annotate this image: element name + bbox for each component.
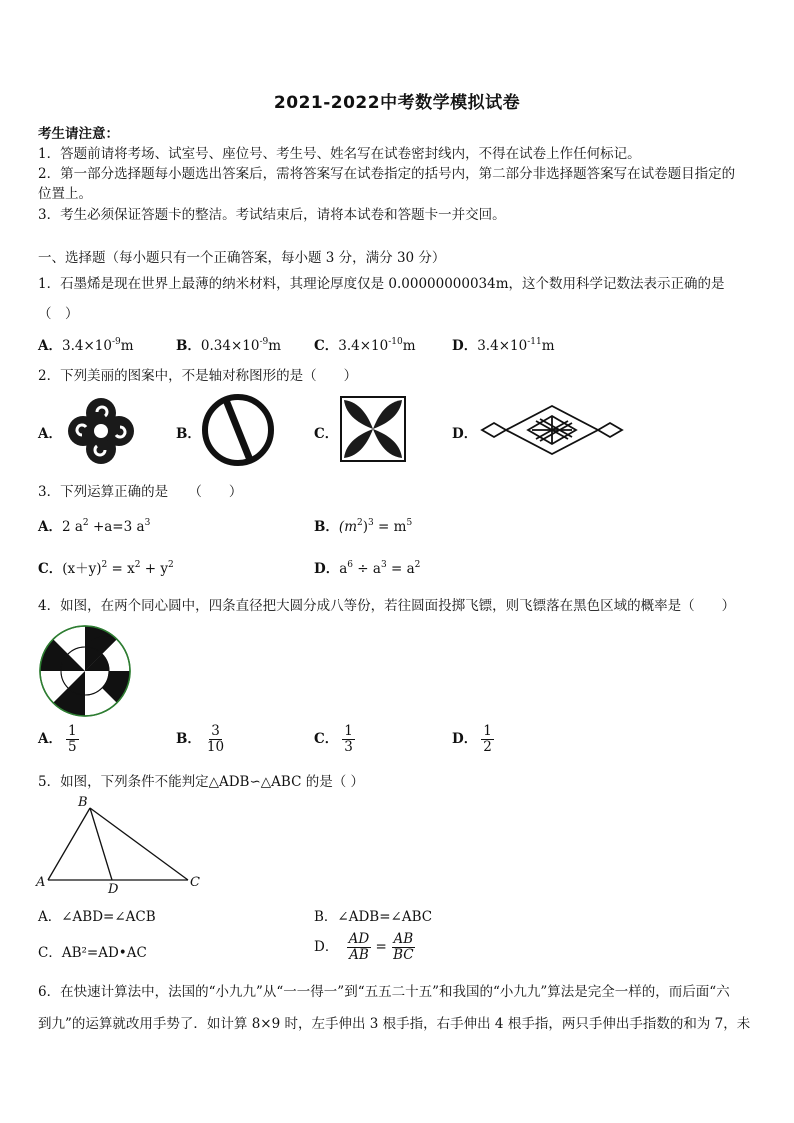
notice-heading: 考生请注意： xyxy=(38,126,119,142)
question-5-option-b[interactable]: B．∠ADB=∠ABC xyxy=(314,909,433,925)
question-1-option-b[interactable]: B．$0.34\times 10^{-9}m$ xyxy=(176,337,282,354)
question-2-label-d[interactable]: D． xyxy=(452,426,478,442)
petal-square-figure xyxy=(340,396,406,462)
notice-item: 位置上。 xyxy=(38,186,92,202)
question-2-stem: 2．下列美丽的图案中，不是轴对称图形的是（ ） xyxy=(38,368,358,384)
notice-item: 3．考生必须保证答题卡的整洁。考试结束后，请将本试卷和答题卡一并交回。 xyxy=(38,207,506,223)
point-label-c: C xyxy=(190,875,200,890)
question-5-stem: 5．如图，下列条件不能判定△ADB∽△ABC 的是（ ） xyxy=(38,774,364,790)
knot-pattern-figure xyxy=(480,404,624,456)
question-3-stem: 3．下列运算正确的是 （ ） xyxy=(38,484,243,500)
clover-pattern-figure xyxy=(64,396,138,466)
question-3-option-d[interactable]: D．$a^6 \div a^3 = a^2$ xyxy=(314,560,421,577)
question-1-stem: 1．石墨烯是现在世界上最薄的纳米材料，其理论厚度仅是 0.00000000034m，这个数用科学记数法表示正确的是 xyxy=(38,276,725,292)
question-1-option-a[interactable]: A．$3.4\times 10^{-9}m$ xyxy=(38,337,134,354)
question-4-option-c[interactable]: C． $\frac{1}{3}$ xyxy=(314,723,353,755)
point-label-b: B xyxy=(78,795,88,810)
question-3-option-b[interactable]: B．$(m^2)^3 = m^5$ xyxy=(314,518,413,535)
question-5-option-a[interactable]: A．∠ABD=∠ACB xyxy=(38,909,156,925)
question-4-option-d[interactable]: D． $\frac{1}{2}$ xyxy=(452,723,492,755)
question-3-option-c[interactable]: C．$(x+y)^2 = x^2 + y^2$ xyxy=(38,560,174,577)
notice-item: 1．答题前请将考场、试室号、座位号、考生号、姓名写在试卷密封线内，不得在试卷上作任何标记。 xyxy=(38,146,641,162)
question-2-label-c[interactable]: C． xyxy=(314,426,339,442)
triangle-figure xyxy=(34,794,204,894)
notice-item: 2．第一部分选择题每小题选出答案后，需将答案写在试卷指定的括号内，第二部分非选择题答案写在试卷题目指定的 xyxy=(38,166,736,182)
page-title: 2021-2022中考数学模拟试卷 xyxy=(273,93,521,113)
section-heading: 一、选择题（每小题只有一个正确答案，每小题 3 分，满分 30 分） xyxy=(38,250,446,266)
slashed-circle-figure xyxy=(200,392,276,468)
question-5-option-d[interactable]: D． $\frac{AD}{AB}$ = $\frac{AB}{BC}$ xyxy=(314,931,414,963)
question-3-option-a[interactable]: A．2 $a^2 +a=3$ $a^3$ xyxy=(38,518,151,535)
question-4-stem: 4．如图，在两个同心圆中，四条直径把大圆分成八等份，若往圆面投掷飞镖，则飞镖落在黑色区域的概率是（ ） xyxy=(38,598,736,614)
question-5-option-c[interactable]: C．AB²=AD•AC xyxy=(38,945,147,961)
question-2-label-a[interactable]: A． xyxy=(38,426,62,442)
point-label-a: A xyxy=(36,875,46,890)
point-label-d: D xyxy=(108,882,119,894)
question-6-line: 到九”的运算就改用手势了．如计算 8×9 时，左手伸出 3 根手指，右手伸出 4 根手指，两只手伸出手指数的和为 7，未 xyxy=(38,1016,751,1032)
concentric-circles-figure xyxy=(38,624,132,718)
question-1-blank: （ ） xyxy=(38,306,79,322)
question-1-option-c[interactable]: C．$3.4\times 10^{-10}m$ xyxy=(314,337,416,354)
question-4-option-b[interactable]: B． $\frac{3}{10}$ xyxy=(176,723,225,755)
question-4-option-a[interactable]: A． $\frac{1}{5}$ xyxy=(38,723,77,755)
question-6-line: 6．在快速计算法中，法国的“小九九”从“一一得一”到“五五二十五”和我国的“小九九”算法是完全一样的，而后面“六 xyxy=(38,984,730,1000)
question-1-option-d[interactable]: D．$3.4\times 10^{-11}m$ xyxy=(452,337,555,354)
question-2-label-b[interactable]: B． xyxy=(176,426,201,442)
